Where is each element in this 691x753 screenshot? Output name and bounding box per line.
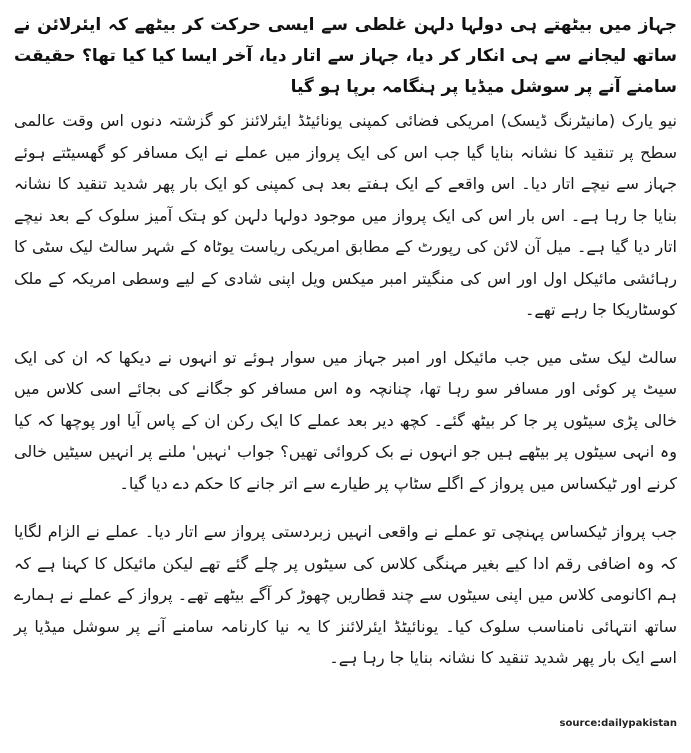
article-paragraph: جب پرواز ٹیکساس پہنچی تو عملے نے واقعی انہیں زبردستی پرواز سے اتار دیا۔ عملے نے الزام لگایا کہ وہ اضافی رقم ادا کیے بغیر مہنگی کلاس کی سیٹوں پر چلے گئے تھے لیکن مائیکل کا کہنا ہے کہ ہم اکانومی کلاس میں اپنی سیٹوں سے چند قطاریں چھوڑ کر آگے بیٹھے تھے۔ پرواز کے عملے نے ہمارے ساتھ انتہائی نامناسب سلوک کیا۔ یونائیٹڈ ایئرلائنز کا یہ نیا کارنامہ سامنے آنے پر سوشل میڈیا پر اسے ایک بار پھر شدید تنقید کا نشانہ بنایا جا رہا ہے۔ <box>14 522 677 667</box>
news-article <box>14 10 677 691</box>
article-headline: جہاز میں بیٹھتے ہی دولہا دلہن غلطی سے ایسی حرکت کر بیٹھے کہ ایئرلائن نے ساتھ لیجانے سے ہی انکار کر دیا، جہاز سے اتار دیا، آخر ایسا کیا کیا تھا؟ حقیقت سامنے آنے پر سوشل میڈیا پر ہنگامہ برپا ہو گیا <box>14 15 677 97</box>
article-paragraph: نیو یارک (مانیٹرنگ ڈیسک) امریکی فضائی کمپنی یونائیٹڈ ایئرلائنز کو گزشتہ دنوں اس وقت عالمی سطح پر تنقید کا نشانہ بنایا گیا جب اس کی ایک پرواز میں عملے نے ایک مسافر کو گھسیٹتے ہوئے جہاز سے نیچے اتار دیا۔ اس واقعے کے ایک ہفتے بعد ہی کمپنی کو ایک بار پھر شدید تنقید کا نشانہ بنایا جا رہا ہے۔ اس بار اس کی ایک پرواز میں موجود دولہا دلہن کو ہتک آمیز سلوک کے بعد نیچے اتار دیا گیا ہے۔ میل آن لائن کی رپورٹ کے مطابق امریکی ریاست یوٹاہ کے شہر سالٹ لیک سٹی کا رہائشی مائیکل اول اور اس کی منگیتر امبر میکس ویل اپنی شادی کے لیے وسطی امریکہ کے ملک کوسٹاریکا جا رہے تھے۔ <box>14 111 677 319</box>
article-paragraph: سالٹ لیک سٹی میں جب مائیکل اور امبر جہاز میں سوار ہوئے تو انہوں نے دیکھا کہ ان کی ایک سیٹ پر کوئی اور مسافر سو رہا تھا، چنانچہ وہ اس مسافر کو جگانے کی بجائے اسی کلاس میں خالی پڑی سیٹوں پر جا کر بیٹھ گئے۔ کچھ دیر بعد عملے کا ایک رکن ان کے پاس آیا اور پوچھا کہ کیا وہ انہی سیٹوں پر بیٹھے ہیں جو انہوں نے بک کروائی تھیں؟ جواب 'نہیں' ملنے پر انہیں سیٹیں خالی کرنے اور ٹیکساس میں پرواز کے اگلے سٹاپ پر طیارے سے اتر جانے کا حکم دے دیا گیا۔ <box>14 347 677 493</box>
source-credit: source:dailypakistan <box>559 718 677 729</box>
